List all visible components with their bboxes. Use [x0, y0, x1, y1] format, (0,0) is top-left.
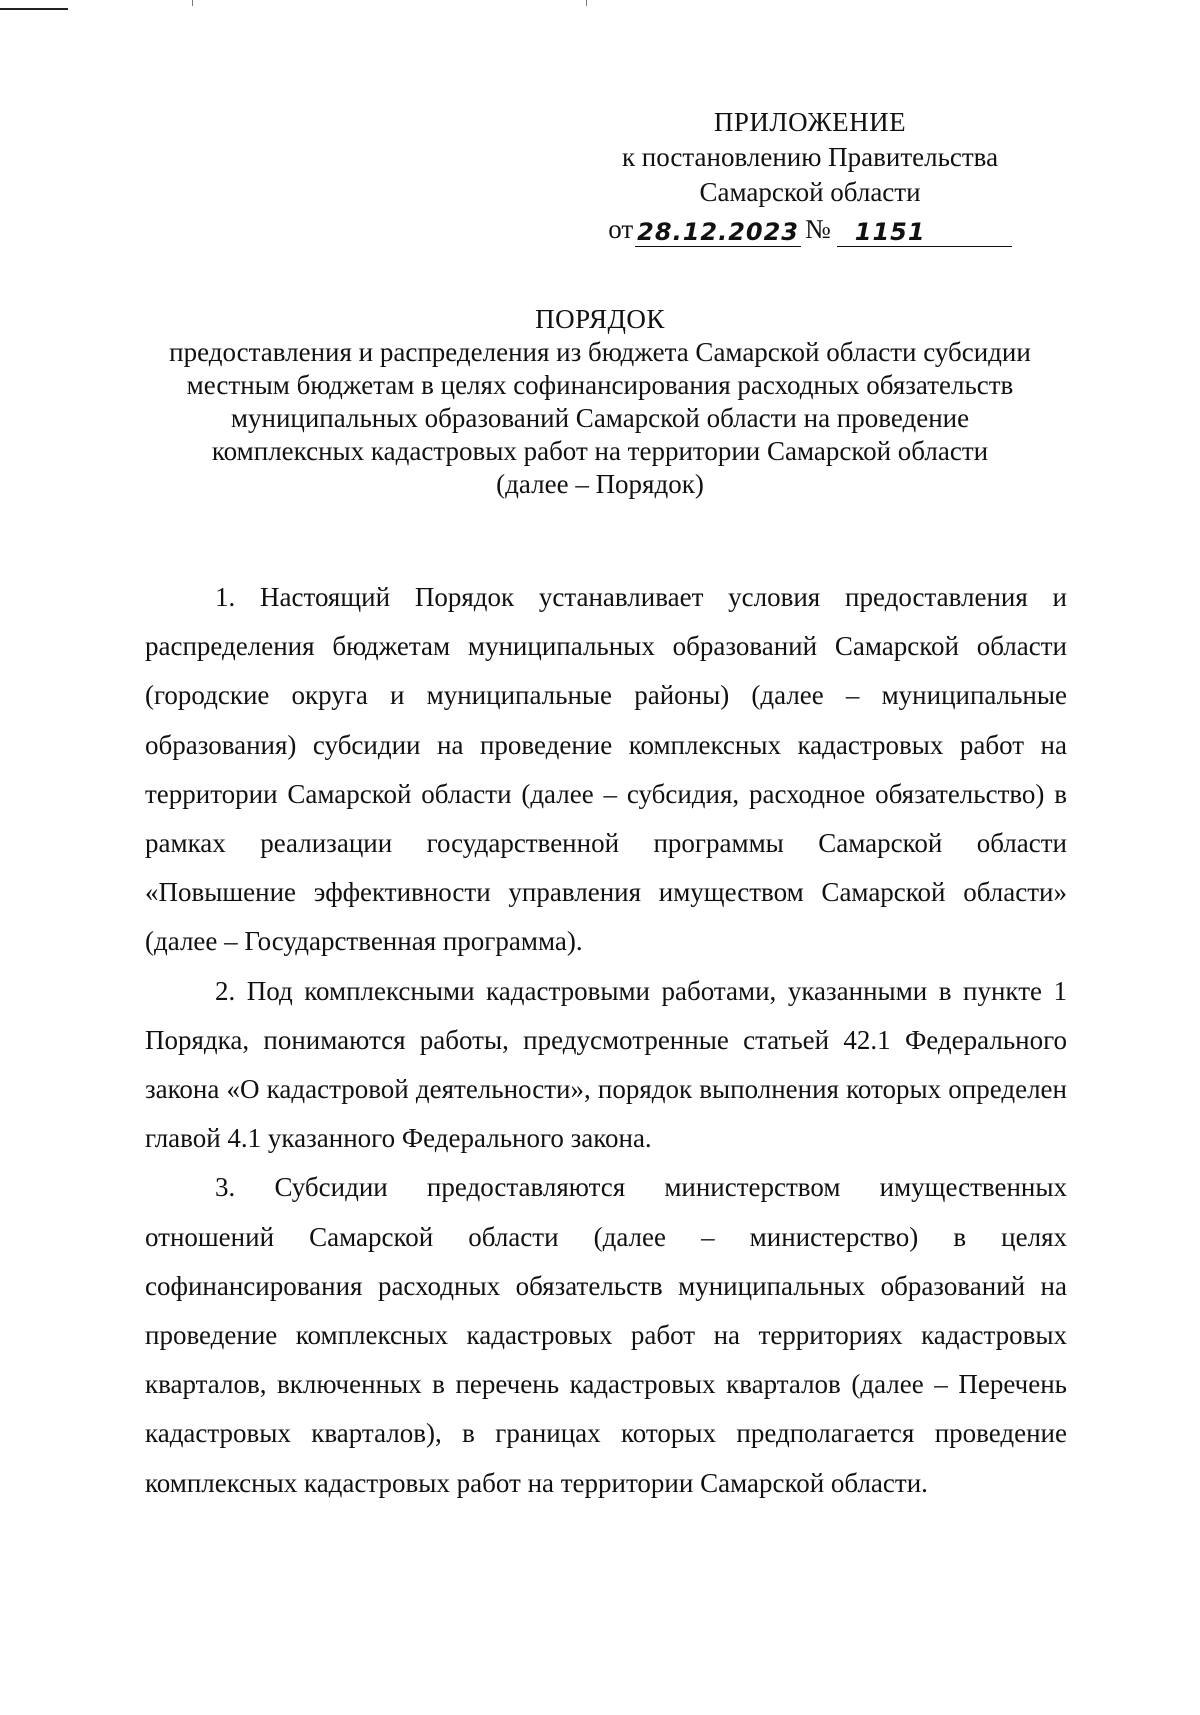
appendix-block: [600, 105, 1020, 247]
appendix-title: ПРИЛОЖЕНИЕ: [713, 107, 907, 137]
appendix-date-line: [600, 212, 1020, 247]
date-prefix: от: [608, 214, 634, 244]
handwritten-date: 28.12.2023: [637, 218, 799, 246]
handwritten-number: 1151: [837, 218, 1012, 247]
paragraph-1: 1. Настоящий Порядок устанавливает условия предоставления и распределения бюджетам муниципальных образований Самарской области (городские округа и муниципальные районы) (далее – муниципальные образования) субсидии на проведение комплексных кадастровых работ на территории Самарской области (далее – субсидия, расходное обязательство) в рамках реализации государственной программы Самарской области «Повышение эффективности управления имуществом Самарской области» (далее – Государственная программа).: [145, 582, 1067, 957]
paragraph-3: 3. Субсидии предоставляются министерством имущественных отношений Самарской области (далее – министерство) в целях софинансирования расходных обязательств муниципальных образований на проведение комплексных кадастровых работ на территориях кадастровых кварталов, включенных в перечень кадастровых кварталов (далее – Перечень кадастровых кварталов), в границах которых предполагается проведение комплексных кадастровых работ на территории Самарской области.: [145, 1172, 1067, 1498]
title-line: местным бюджетам в целях софинансирования расходных обязательств: [186, 370, 1014, 400]
scan-tick-mark: [586, 0, 587, 6]
appendix-line-resolution: к постановлению Правительства: [621, 142, 999, 172]
document-body: [145, 573, 1067, 1508]
title-line: (далее – Порядок): [496, 469, 704, 499]
scan-edge-mark: [0, 8, 68, 10]
title-line: предоставления и распределения из бюджета Самарской области субсидии: [169, 337, 1031, 367]
document-title-block: [140, 303, 1060, 501]
appendix-line-region: Самарской области: [699, 177, 921, 207]
paragraph-2: 2. Под комплексными кадастровыми работами, указанными в пункте 1 Порядка, понимаются работы, предусмотренные статьей 42.1 Федерального закона «О кадастровой деятельности», порядок выполнения которых определен главой 4.1 указанного Федерального закона.: [145, 975, 1067, 1154]
number-sign: №: [805, 214, 831, 244]
scan-tick-mark: [192, 0, 193, 6]
title-line: муниципальных образований Самарской области на проведение: [230, 403, 970, 433]
document-heading: ПОРЯДОК: [535, 304, 665, 334]
title-line: комплексных кадастровых работ на территории Самарской области: [211, 436, 989, 466]
